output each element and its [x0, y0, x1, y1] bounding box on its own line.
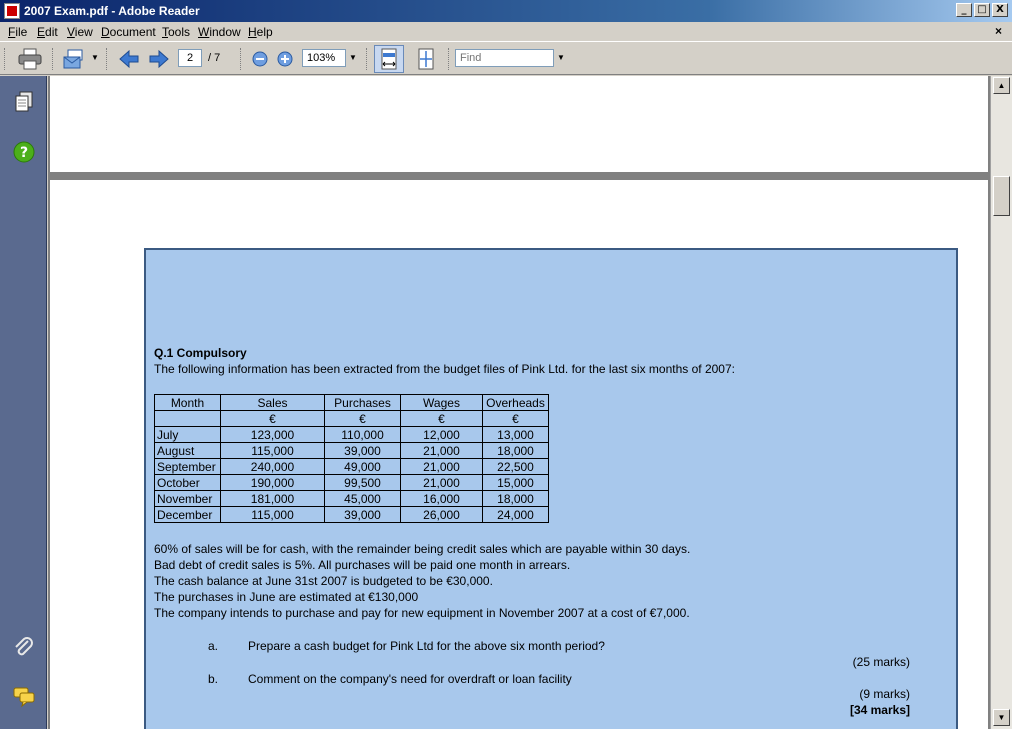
- table-cell: 18,000: [483, 443, 549, 459]
- menu-window[interactable]: Window: [198, 25, 241, 39]
- table-cell: 99,500: [325, 475, 401, 491]
- next-page-icon[interactable]: [147, 47, 171, 71]
- note-line: The cash balance at June 31st 2007 is budgeted to be €30,000.: [154, 574, 493, 588]
- zoom-dropdown-icon[interactable]: ▼: [349, 53, 357, 62]
- toolbar-grip[interactable]: [448, 48, 451, 70]
- menu-view[interactable]: View: [67, 25, 93, 39]
- question-intro: The following information has been extracted from the budget files of Pink Ltd. for the last six months of 2007:: [154, 362, 735, 376]
- email-dropdown-icon[interactable]: ▼: [91, 53, 99, 62]
- navigation-panel: [0, 76, 47, 729]
- table-cell: 45,000: [325, 491, 401, 507]
- toolbar-grip[interactable]: [52, 48, 55, 70]
- toolbar-grip[interactable]: [366, 48, 369, 70]
- column-header: Wages: [401, 395, 483, 411]
- menu-tools[interactable]: Tools: [162, 25, 191, 39]
- table-cell: 115,000: [221, 443, 325, 459]
- table-cell: 181,000: [221, 491, 325, 507]
- scroll-thumb[interactable]: [993, 176, 1010, 216]
- toolbar-grip[interactable]: [106, 48, 109, 70]
- question-title: Q.1 Compulsory: [154, 346, 247, 360]
- toolbar-grip[interactable]: [240, 48, 243, 70]
- part-text: Prepare a cash budget for Pink Ltd for the above six month period?: [248, 639, 605, 653]
- currency-cell: €: [325, 411, 401, 427]
- exam-question-box: [144, 248, 958, 729]
- close-button[interactable]: X: [992, 3, 1008, 17]
- previous-page-icon[interactable]: [117, 47, 141, 71]
- table-cell: 12,000: [401, 427, 483, 443]
- note-line: Bad debt of credit sales is 5%. All purchases will be paid one month in arrears.: [154, 558, 571, 572]
- table-cell: 15,000: [483, 475, 549, 491]
- column-header: Month: [155, 395, 221, 411]
- document-view[interactable]: [48, 76, 990, 729]
- currency-cell: €: [401, 411, 483, 427]
- table-cell: 39,000: [325, 507, 401, 523]
- column-header: Overheads: [483, 395, 549, 411]
- table-cell: 39,000: [325, 443, 401, 459]
- table-cell: 190,000: [221, 475, 325, 491]
- table-cell: 16,000: [401, 491, 483, 507]
- table-cell: 110,000: [325, 427, 401, 443]
- part-text: Comment on the company's need for overdraft or loan facility: [248, 672, 572, 686]
- table-cell-month: October: [155, 475, 221, 491]
- attachments-icon[interactable]: [12, 636, 36, 660]
- menu-bar: [0, 22, 1012, 42]
- zoom-in-icon[interactable]: [275, 47, 295, 71]
- table-cell-month: August: [155, 443, 221, 459]
- table-cell: 21,000: [401, 443, 483, 459]
- fit-page-icon[interactable]: [413, 47, 439, 71]
- note-line: 60% of sales will be for cash, with the remainder being credit sales which are payable within 30 days.: [154, 542, 691, 556]
- menu-file[interactable]: File: [8, 25, 28, 39]
- table-cell: 24,000: [483, 507, 549, 523]
- table-cell-month: September: [155, 459, 221, 475]
- window-title: 2007 Exam.pdf - Adobe Reader: [24, 4, 200, 18]
- scroll-up-icon[interactable]: ▲: [993, 77, 1010, 94]
- page-number-input[interactable]: [178, 49, 202, 67]
- scroll-down-icon[interactable]: ▼: [993, 709, 1010, 726]
- printer-icon[interactable]: [16, 47, 44, 71]
- pages-icon[interactable]: [12, 90, 36, 114]
- pdf-page-2: [50, 180, 988, 729]
- document-close-button[interactable]: ×: [994, 24, 1002, 38]
- table-cell: 49,000: [325, 459, 401, 475]
- fit-width-icon[interactable]: [374, 45, 404, 73]
- table-cell: 18,000: [483, 491, 549, 507]
- title-bar: [0, 0, 1012, 22]
- table-cell-month: November: [155, 491, 221, 507]
- pdf-app-icon: [4, 3, 20, 19]
- currency-cell: €: [483, 411, 549, 427]
- currency-cell: [155, 411, 221, 427]
- help-icon[interactable]: [12, 140, 36, 164]
- table-cell: 123,000: [221, 427, 325, 443]
- minimize-button[interactable]: _: [956, 3, 972, 17]
- find-input[interactable]: [455, 49, 554, 67]
- vertical-scrollbar[interactable]: [990, 76, 1012, 729]
- column-header: Purchases: [325, 395, 401, 411]
- table-cell-month: July: [155, 427, 221, 443]
- total-marks: [34 marks]: [849, 703, 910, 717]
- svg-text:?: ?: [19, 145, 29, 161]
- zoom-out-icon[interactable]: [250, 47, 270, 71]
- part-letter: a.: [208, 639, 219, 653]
- table-cell: 21,000: [401, 459, 483, 475]
- table-cell-month: December: [155, 507, 221, 523]
- note-line: The company intends to purchase and pay for new equipment in November 2007 at a cost of €7,000.: [154, 606, 690, 620]
- comments-icon[interactable]: [12, 684, 36, 708]
- toolbar-grip[interactable]: [4, 48, 7, 70]
- part-letter: b.: [208, 672, 219, 686]
- toolbar: [0, 43, 1012, 75]
- currency-cell: €: [221, 411, 325, 427]
- column-header: Sales: [221, 395, 325, 411]
- find-dropdown-icon[interactable]: ▼: [557, 53, 565, 62]
- part-marks: (25 marks): [852, 655, 910, 669]
- note-line: The purchases in June are estimated at €130,000: [154, 590, 419, 604]
- table-cell: 115,000: [221, 507, 325, 523]
- part-marks: (9 marks): [859, 687, 910, 701]
- zoom-level-input[interactable]: [302, 49, 346, 67]
- table-cell: 21,000: [401, 475, 483, 491]
- menu-help[interactable]: Help: [248, 25, 273, 39]
- table-cell: 240,000: [221, 459, 325, 475]
- table-cell: 22,500: [483, 459, 549, 475]
- menu-edit[interactable]: Edit: [37, 25, 58, 39]
- table-cell: 13,000: [483, 427, 549, 443]
- budget-table: [154, 394, 549, 523]
- email-icon[interactable]: [62, 47, 88, 71]
- menu-document[interactable]: Document: [101, 25, 156, 39]
- pdf-page-1: [50, 76, 988, 172]
- table-cell: 26,000: [401, 507, 483, 523]
- page-total-label: / 7: [208, 52, 221, 64]
- maximize-button[interactable]: □: [974, 3, 990, 17]
